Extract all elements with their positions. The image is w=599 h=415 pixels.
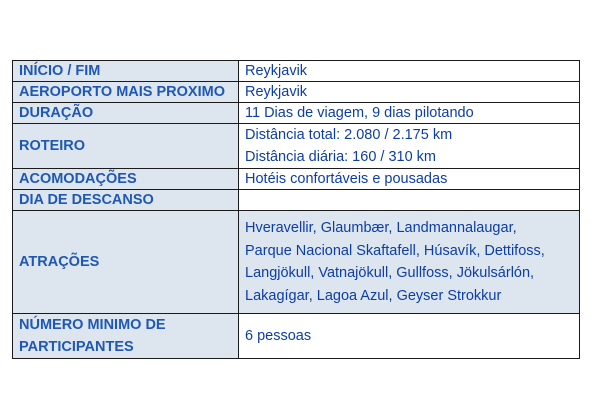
row-value-atracoes [239, 211, 580, 314]
distancia-total-text: Distância total: 2.080 / 2.175 km [245, 127, 453, 143]
atracoes-line: Parque Nacional Skaftafell, Húsavík, Dettifoss, [245, 242, 545, 259]
table-row [13, 169, 580, 190]
row-label-dia-descanso: DIA DE DESCANSO [13, 190, 239, 211]
numero-minimo-label-line: PARTICIPANTES [19, 339, 134, 355]
distancia-diaria-text: Distância diária: 160 / 310 km [245, 149, 437, 165]
row-label-duracao: DURAÇÃO [13, 103, 239, 124]
table-row [13, 103, 580, 124]
table-row [13, 82, 580, 103]
row-label-acomodacoes: ACOMODAÇÕES [13, 169, 239, 190]
row-value-duracao: 11 Dias de viagem, 9 dias pilotando [239, 103, 580, 124]
table-row [13, 124, 580, 169]
row-value-numero-minimo: 6 pessoas [239, 314, 580, 359]
row-label-atracoes: ATRAÇÕES [13, 211, 239, 314]
atracoes-line: Lakagígar, Lagoa Azul, Geyser Strokkur [245, 287, 502, 304]
trip-info-table [12, 60, 580, 359]
row-label-inicio-fim: INÍCIO / FIM [13, 61, 239, 82]
row-label-numero-minimo [13, 314, 239, 359]
row-value-roteiro [239, 124, 580, 169]
table-row [13, 211, 580, 314]
row-label-roteiro: ROTEIRO [13, 124, 239, 169]
atracoes-line: Langjökull, Vatnajökull, Gullfoss, Jökulsárlón, [245, 265, 535, 281]
row-label-aeroporto: AEROPORTO MAIS PROXIMO [13, 82, 239, 103]
numero-minimo-label-line: NÚMERO MINIMO DE [19, 317, 166, 333]
table-row [13, 61, 580, 82]
table-row [13, 190, 580, 211]
row-value-acomodacoes: Hotéis confortáveis e pousadas [239, 169, 580, 190]
row-value-aeroporto: Reykjavik [239, 82, 580, 103]
row-value-dia-descanso [239, 190, 580, 211]
row-value-inicio-fim: Reykjavik [239, 61, 580, 82]
table-row [13, 314, 580, 359]
atracoes-line: Hveravellir, Glaumbær, Landmannalaugar, [245, 220, 517, 236]
